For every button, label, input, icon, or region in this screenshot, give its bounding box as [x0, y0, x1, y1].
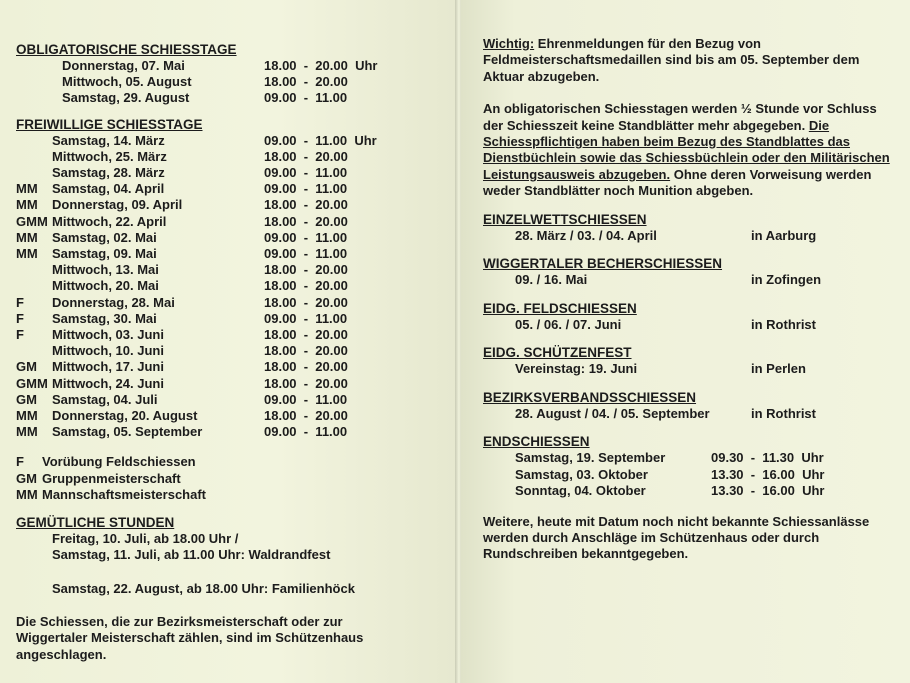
row-date: Samstag, 28. März	[52, 165, 165, 181]
events-list	[483, 212, 890, 423]
row-prefix: MM	[16, 181, 38, 197]
gemuetlich-heading: GEMÜTLICHE STUNDEN	[16, 515, 175, 531]
row-date: Mittwoch, 24. Juni	[52, 375, 164, 391]
schedule-row	[16, 295, 444, 311]
row-date: Samstag, 29. August	[62, 90, 190, 106]
legend-item	[16, 471, 444, 487]
legend	[16, 454, 444, 503]
row-time: 18.00 - 20.00	[264, 327, 348, 343]
legend-code: GM	[16, 470, 37, 486]
row-prefix: F	[16, 327, 24, 343]
row-prefix	[16, 343, 52, 359]
row-date: Mittwoch, 13. Mai	[52, 262, 159, 278]
row-time: 09.00 - 11.00	[264, 424, 348, 440]
schedule-row	[16, 74, 444, 90]
row-prefix	[16, 278, 52, 294]
row-prefix: GMM	[16, 213, 48, 229]
endschiessen-time: 13.30 - 16.00 Uhr	[711, 466, 825, 482]
event-heading: BEZIRKSVERBANDSSCHIESSEN	[483, 389, 697, 405]
row-prefix	[16, 165, 52, 181]
event-block	[483, 212, 890, 245]
legend-text: Gruppenmeisterschaft	[42, 470, 181, 486]
event-date: 28. März / 03. / 04. April	[515, 227, 657, 243]
row-date: Mittwoch, 25. März	[52, 148, 167, 164]
row-date: Donnerstag, 28. Mai	[52, 294, 175, 310]
row-date: Mittwoch, 17. Juni	[52, 359, 164, 375]
row-prefix: MM	[16, 197, 38, 213]
gemuetlich-line-1: Freitag, 10. Juli, ab 18.00 Uhr /	[52, 531, 239, 547]
row-time: 18.00 - 20.00	[264, 213, 348, 229]
legend-code: F	[16, 454, 24, 470]
schedule-row	[16, 197, 444, 213]
obligatorisch-heading: OBLIGATORISCHE SCHIESSTAGE	[16, 42, 237, 57]
schedule-row	[16, 408, 444, 424]
endschiessen	[483, 434, 890, 500]
endschiessen-date: Samstag, 19. September	[515, 450, 666, 466]
row-time: 09.00 - 11.00	[264, 90, 348, 106]
left-footer: Die Schiessen, die zur Bezirksmeisterschaft oder zur Wiggertaler Meisterschaft zählen, sind im Schützenhaus angeschlagen.	[16, 613, 364, 662]
schedule-row	[16, 165, 444, 181]
schedule-row	[16, 343, 444, 359]
row-date: Samstag, 14. März	[52, 132, 165, 148]
event-heading: EIDG. FELDSCHIESSEN	[483, 300, 637, 316]
event-heading: EIDG. SCHÜTZENFEST	[483, 345, 632, 361]
schedule-row	[16, 376, 444, 392]
schedule-row	[16, 278, 444, 294]
row-date: Samstag, 05. September	[52, 424, 203, 440]
legend-text: Vorübung Feldschiessen	[42, 454, 196, 470]
endschiessen-date: Samstag, 03. Oktober	[515, 466, 648, 482]
row-time: 18.00 - 20.00	[264, 74, 348, 90]
schedule-row	[16, 359, 444, 375]
schedule-row	[16, 58, 444, 74]
row-date: Mittwoch, 03. Juni	[52, 327, 164, 343]
row-prefix: GM	[16, 391, 37, 407]
row-date: Donnerstag, 07. Mai	[62, 58, 185, 73]
standblatt-paragraph: An obligatorischen Schiesstagen werden ½ Stunde vor Schluss der Schiesszeit keine Standblätter mehr abgegeben. Die Schiesspflichtigen haben beim Bezug des Standblattes das Dienstbüchlein sowie das Schiessbüchlein oder den Militärischen Leistungsausweis abzugeben. Ohne deren Vorweisung werden weder Standblätter noch Munition abgeben.	[483, 101, 890, 199]
row-prefix: MM	[16, 408, 38, 424]
row-time: 18.00 - 20.00	[264, 262, 348, 278]
legend-code: MM	[16, 486, 38, 502]
legend-text: Mannschaftsmeisterschaft	[42, 486, 206, 502]
row-time: 18.00 - 20.00	[264, 343, 348, 359]
event-place: in Zofingen	[751, 272, 822, 288]
row-prefix: F	[16, 310, 24, 326]
row-time: 09.00 - 11.00	[264, 246, 348, 262]
row-prefix	[16, 58, 62, 74]
freiwillig-heading: FREIWILLIGE SCHIESSTAGE	[16, 116, 203, 132]
event-date: 09. / 16. Mai	[515, 272, 588, 288]
row-time: 09.00 - 11.00	[264, 310, 348, 326]
row-time: 09.00 - 11.00	[264, 229, 348, 245]
event-place: in Rothrist	[751, 405, 816, 421]
row-time: 18.00 - 20.00	[264, 148, 348, 164]
standblatt-underlined: Die Schiesspflichtigen haben beim Bezug des Standblattes das Dienstbüchlein sowie das Schiessbüchlein oder den Militärischen Leistungsausweis abzugeben.	[483, 117, 890, 182]
right-footer: Weitere, heute mit Datum noch nicht bekannte Schiessanlässe werden durch Anschläge im Schützenhaus oder durch Rundschreiben bekanntgegeben.	[483, 513, 870, 562]
event-block	[483, 256, 890, 289]
event-date: 05. / 06. / 07. Juni	[515, 316, 622, 332]
row-time: 18.00 - 20.00	[264, 294, 348, 310]
row-prefix	[16, 149, 52, 165]
row-time: 09.00 - 11.00	[264, 181, 348, 197]
schedule-row	[16, 90, 444, 106]
event-place: in Perlen	[751, 361, 806, 377]
row-time: 18.00 - 20.00	[264, 197, 348, 213]
wichtig-text: Ehrenmeldungen für den Bezug von Feldmeisterschaftsmedaillen sind bis am 05. September dem Aktuar abzugeben.	[483, 36, 860, 84]
gemuetlich-line-2: Samstag, 11. Juli, ab 11.00 Uhr: Waldrandfest	[52, 547, 331, 563]
row-date: Mittwoch, 10. Juni	[52, 343, 164, 359]
event-heading: EINZELWETTSCHIESSEN	[483, 211, 647, 227]
row-date: Mittwoch, 20. Mai	[52, 278, 159, 294]
event-block	[483, 345, 890, 378]
schedule-row	[16, 327, 444, 343]
schedule-row	[16, 230, 444, 246]
schedule-row	[16, 181, 444, 197]
row-date: Mittwoch, 05. August	[62, 74, 192, 90]
row-date: Samstag, 04. Juli	[52, 391, 158, 407]
row-time: 18.00 - 20.00	[264, 375, 348, 391]
row-prefix: MM	[16, 229, 38, 245]
row-prefix: GMM	[16, 375, 48, 391]
endschiessen-row	[483, 450, 890, 467]
event-place: in Rothrist	[751, 316, 816, 332]
legend-item	[16, 487, 444, 503]
endschiessen-time: 09.30 - 11.30 Uhr	[711, 450, 824, 466]
row-prefix: MM	[16, 246, 38, 262]
event-date: 28. August / 04. / 05. September	[515, 405, 710, 421]
event-place: in Aarburg	[751, 227, 817, 243]
schedule-row	[16, 133, 444, 149]
gemuetlich-line-3: Samstag, 22. August, ab 18.00 Uhr: Familienhöck	[52, 581, 355, 597]
schedule-row	[16, 392, 444, 408]
wichtig-paragraph	[483, 36, 890, 85]
row-time: 09.00 - 11.00	[264, 391, 348, 407]
schedule-row	[16, 311, 444, 327]
schedule-row	[16, 424, 444, 440]
event-block	[483, 390, 890, 423]
legend-item	[16, 454, 444, 470]
endschiessen-row	[483, 467, 890, 484]
freiwillig-list	[16, 133, 444, 441]
schedule-row	[16, 262, 444, 278]
schedule-row	[16, 149, 444, 165]
endschiessen-heading: ENDSCHIESSEN	[483, 434, 590, 450]
endschiessen-time: 13.30 - 16.00 Uhr	[711, 483, 825, 499]
row-time: 18.00 - 20.00 Uhr	[264, 58, 378, 73]
endschiessen-date: Sonntag, 04. Oktober	[515, 483, 646, 499]
row-prefix	[16, 90, 62, 106]
row-date: Donnerstag, 09. April	[52, 197, 183, 213]
schedule-row	[16, 214, 444, 230]
row-date: Samstag, 30. Mai	[52, 310, 157, 326]
row-time: 18.00 - 20.00	[264, 359, 348, 375]
row-time: 09.00 - 11.00 Uhr	[264, 132, 377, 148]
obligatorisch-list	[16, 58, 444, 107]
wichtig-label: Wichtig:	[483, 36, 535, 51]
row-date: Samstag, 04. April	[52, 181, 165, 197]
row-date: Donnerstag, 20. August	[52, 408, 198, 424]
row-time: 18.00 - 20.00	[264, 278, 348, 294]
endschiessen-row	[483, 483, 890, 500]
right-page	[461, 0, 910, 683]
row-prefix: MM	[16, 424, 38, 440]
row-date: Samstag, 02. Mai	[52, 229, 157, 245]
event-heading: WIGGERTALER BECHERSCHIESSEN	[483, 256, 723, 272]
row-date: Samstag, 09. Mai	[52, 246, 157, 262]
event-block	[483, 301, 890, 334]
row-prefix	[16, 133, 52, 149]
row-prefix: F	[16, 294, 24, 310]
schedule-row	[16, 246, 444, 262]
event-date: Vereinstag: 19. Juni	[515, 361, 638, 377]
row-time: 18.00 - 20.00	[264, 408, 348, 424]
row-date: Mittwoch, 22. April	[52, 213, 167, 229]
row-prefix: GM	[16, 359, 37, 375]
row-prefix	[16, 262, 52, 278]
row-prefix	[16, 74, 62, 90]
row-time: 09.00 - 11.00	[264, 165, 348, 181]
